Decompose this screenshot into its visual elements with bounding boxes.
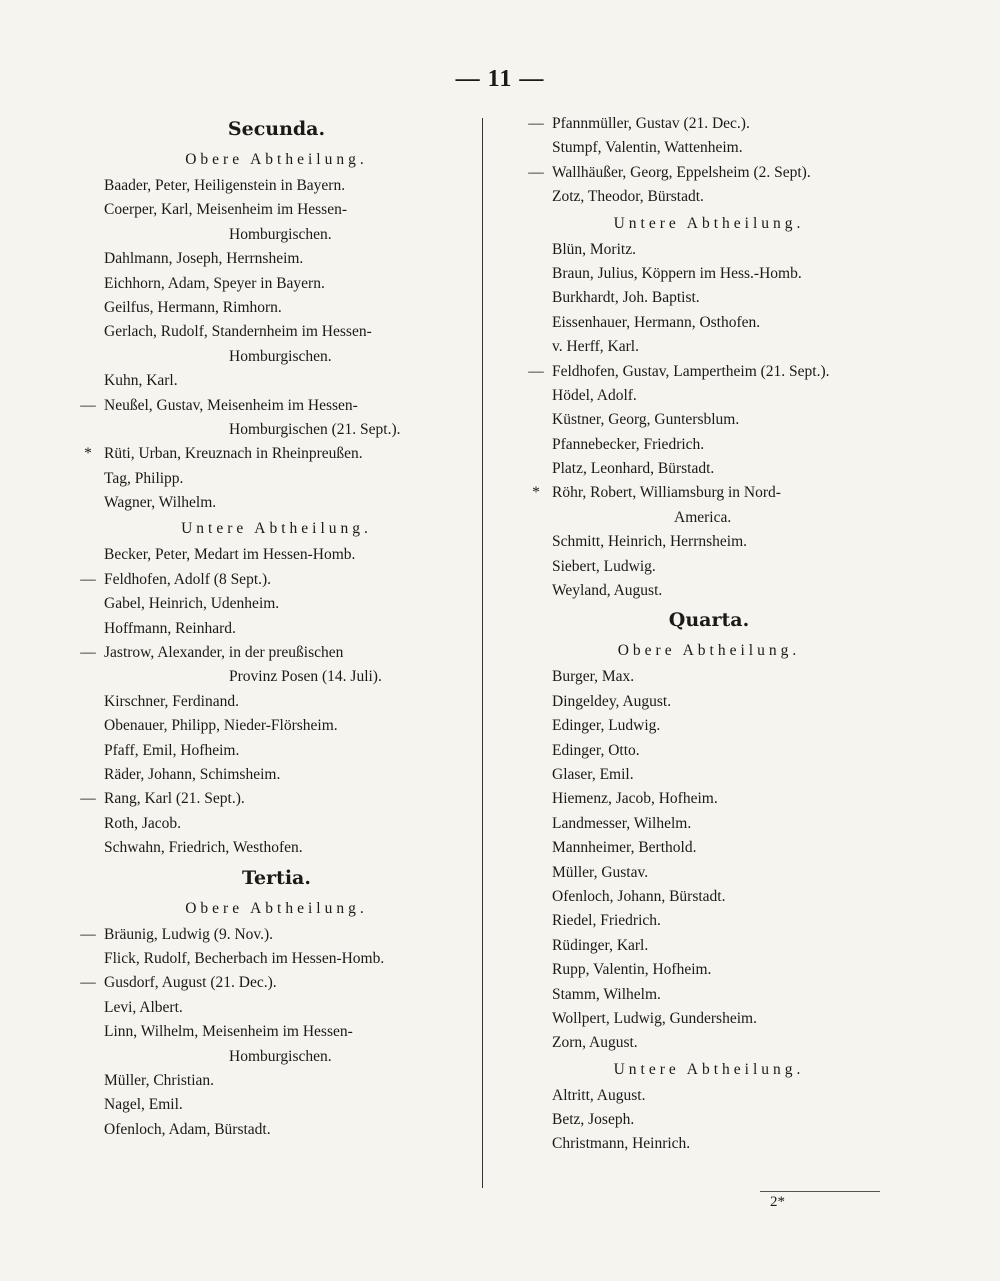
list-item-text: Levi, Albert. xyxy=(104,998,183,1016)
list-item-text: Siebert, Ludwig. xyxy=(552,557,656,575)
asterisk-marker: * xyxy=(84,445,92,463)
list-item xyxy=(524,739,894,763)
list-item-text: Pfannmüller, Gustav (21. Dec.). xyxy=(552,115,750,132)
dash-marker: — xyxy=(80,790,96,808)
list-secunda-obere xyxy=(80,174,449,515)
signature-mark: 2* xyxy=(770,1194,785,1210)
list-item-continuation: Provinz Posen (14. Juli). xyxy=(229,668,382,686)
list-item xyxy=(524,384,894,408)
list-item-text: Wallhäußer, Georg, Eppelsheim (2. Sept). xyxy=(552,163,811,181)
list-item xyxy=(104,296,449,320)
list-item xyxy=(524,555,894,579)
list-item-text: Jastrow, Alexander, in der preußischen xyxy=(104,644,344,662)
subheading-quarta-untere: Untere Abtheilung. xyxy=(613,1060,805,1078)
list-secunda-untere xyxy=(80,543,449,860)
list-item-text: Zorn, August. xyxy=(552,1034,638,1052)
list-item xyxy=(84,442,449,466)
page-number: — 11 — xyxy=(455,66,545,92)
list-item xyxy=(524,934,894,958)
list-item-text: Dahlmann, Joseph, Herrnsheim. xyxy=(104,250,304,268)
list-item-text: Betz, Joseph. xyxy=(552,1111,635,1129)
list-item xyxy=(524,1108,894,1132)
list-item-text: Feldhofen, Gustav, Lampertheim (21. Sept.). xyxy=(552,362,830,380)
list-item-text: Eissenhauer, Hermann, Osthofen. xyxy=(552,313,761,331)
list-item xyxy=(524,1031,894,1055)
list-item xyxy=(104,996,449,1020)
list-item xyxy=(104,1093,449,1117)
list-item-text: Stumpf, Valentin, Wattenheim. xyxy=(552,139,743,157)
list-item xyxy=(104,690,449,714)
list-item-text: Rüdinger, Karl. xyxy=(552,936,649,954)
list-item-text: Gerlach, Rudolf, Standernheim im Hessen- xyxy=(104,323,372,341)
list-item xyxy=(104,617,449,641)
list-item-text: Ofenloch, Adam, Bürstadt. xyxy=(104,1120,271,1138)
list-tertia-untere xyxy=(524,238,894,604)
left-column xyxy=(80,112,449,1142)
list-item xyxy=(80,641,449,665)
list-item xyxy=(80,923,449,947)
list-item-text: Küstner, Georg, Guntersblum. xyxy=(552,411,740,429)
list-item-text: Ofenloch, Johann, Bürstadt. xyxy=(552,887,726,905)
list-item xyxy=(524,1084,894,1108)
list-item-text: Edinger, Otto. xyxy=(552,741,640,759)
dash-marker: — xyxy=(528,362,544,380)
list-item-text: Geilfus, Hermann, Rimhorn. xyxy=(104,298,282,316)
list-item xyxy=(104,739,449,763)
list-item xyxy=(104,174,449,198)
dash-marker: — xyxy=(80,396,96,414)
list-item-text: Hödel, Adolf. xyxy=(552,386,637,404)
list-item xyxy=(524,812,894,836)
list-item-continuation: Homburgischen. xyxy=(229,225,332,243)
list-item xyxy=(524,787,894,811)
list-item-text: Schwahn, Friedrich, Westhofen. xyxy=(104,839,303,857)
list-item-continuation: Homburgischen (21. Sept.). xyxy=(229,420,401,438)
list-item-text: Pfannebecker, Friedrich. xyxy=(552,435,705,453)
list-item xyxy=(524,983,894,1007)
list-item xyxy=(80,971,449,995)
list-item-text: Becker, Peter, Medart im Hessen-Homb. xyxy=(104,546,356,564)
list-item xyxy=(104,763,449,787)
list-item-text: Weyland, August. xyxy=(552,582,663,600)
list-item-text: Obenauer, Philipp, Nieder-Flörsheim. xyxy=(104,717,338,735)
dash-marker: — xyxy=(80,644,96,662)
list-item xyxy=(104,247,449,271)
list-item xyxy=(524,286,894,310)
list-item xyxy=(104,812,449,836)
list-item xyxy=(524,360,894,384)
list-item-text: Nagel, Emil. xyxy=(104,1096,183,1114)
list-item-text: Roth, Jacob. xyxy=(104,814,182,832)
list-item-text: v. Herff, Karl. xyxy=(552,338,639,356)
list-item-text: Blün, Moritz. xyxy=(552,240,636,258)
list-item xyxy=(80,394,449,418)
list-item xyxy=(104,714,449,738)
list-item xyxy=(80,787,449,811)
list-item xyxy=(104,1118,449,1142)
list-item xyxy=(524,112,894,136)
list-item xyxy=(524,763,894,787)
list-item-text: Burkhardt, Joh. Baptist. xyxy=(552,289,700,307)
list-item xyxy=(104,836,449,860)
list-item-text: Röhr, Robert, Williamsburg in Nord- xyxy=(552,484,781,502)
section-heading-tertia: Tertia. xyxy=(242,866,311,889)
list-item xyxy=(524,161,894,185)
dash-marker: — xyxy=(528,115,544,132)
list-item-text: Stamm, Wilhelm. xyxy=(552,985,661,1003)
list-item xyxy=(524,238,894,262)
list-item xyxy=(524,335,894,359)
list-item-text: Kuhn, Karl. xyxy=(104,372,178,390)
list-item xyxy=(524,690,894,714)
list-item-text: Müller, Christian. xyxy=(104,1071,215,1089)
list-item xyxy=(524,457,894,481)
dash-marker: — xyxy=(528,163,544,181)
list-item-text: Altritt, August. xyxy=(552,1086,646,1104)
list-item xyxy=(524,185,894,209)
list-item xyxy=(524,530,894,554)
dash-marker: — xyxy=(80,925,96,943)
section-heading-secunda: Secunda. xyxy=(227,118,326,140)
list-item xyxy=(104,947,449,971)
list-item xyxy=(524,909,894,933)
list-item-text: Dingeldey, August. xyxy=(552,692,672,710)
list-item xyxy=(524,262,894,286)
list-item-text: Hiemenz, Jacob, Hofheim. xyxy=(552,790,718,808)
list-item xyxy=(104,320,449,344)
list-quarta-untere xyxy=(524,1084,894,1157)
list-item-continuation: Homburgischen. xyxy=(229,1047,332,1065)
list-item xyxy=(524,408,894,432)
list-item xyxy=(104,592,449,616)
subheading-secunda-untere: Untere Abtheilung. xyxy=(181,520,372,538)
list-item-text: Räder, Johann, Schimsheim. xyxy=(104,765,281,783)
list-item-text: Eichhorn, Adam, Speyer in Bayern. xyxy=(104,274,325,292)
list-item-text: Rang, Karl (21. Sept.). xyxy=(104,790,245,808)
list-item xyxy=(80,568,449,592)
list-item-text: Wagner, Wilhelm. xyxy=(104,494,217,512)
section-heading-quarta: Quarta. xyxy=(668,609,750,632)
list-item-text: Platz, Leonhard, Bürstadt. xyxy=(552,460,715,478)
list-item-text: Riedel, Friedrich. xyxy=(552,912,661,930)
list-item-text: Bräunig, Ludwig (9. Nov.). xyxy=(104,925,274,943)
list-item-text: Braun, Julius, Köppern im Hess.-Homb. xyxy=(552,264,802,282)
list-item xyxy=(104,272,449,296)
list-item-continuation: America. xyxy=(674,508,732,526)
list-item xyxy=(524,433,894,457)
list-item xyxy=(104,1069,449,1093)
list-item-text: Glaser, Emil. xyxy=(552,765,634,783)
list-item-text: Coerper, Karl, Meisenheim im Hessen- xyxy=(104,201,348,219)
list-item-text: Wollpert, Ludwig, Gundersheim. xyxy=(552,1009,757,1027)
list-item xyxy=(104,1020,449,1044)
list-item xyxy=(524,579,894,603)
list-item-text: Tag, Philipp. xyxy=(104,469,184,487)
list-item xyxy=(524,481,894,505)
list-item-text: Landmesser, Wilhelm. xyxy=(552,814,692,832)
list-item-text: Linn, Wilhelm, Meisenheim im Hessen- xyxy=(104,1023,353,1041)
dash-marker: — xyxy=(80,570,96,588)
subheading-tertia-obere: Obere Abtheilung. xyxy=(185,899,368,917)
list-item-text: Christmann, Heinrich. xyxy=(552,1135,691,1153)
list-item-text: Rüti, Urban, Kreuznach in Rheinpreußen. xyxy=(104,445,363,463)
list-item-text: Müller, Gustav. xyxy=(552,863,649,881)
list-item xyxy=(524,885,894,909)
list-item-text: Gabel, Heinrich, Udenheim. xyxy=(104,595,280,613)
list-tertia-obere xyxy=(80,923,449,1143)
list-item-text: Hoffmann, Reinhard. xyxy=(104,619,236,637)
right-column xyxy=(524,112,894,1157)
list-item-text: Baader, Peter, Heiligenstein in Bayern. xyxy=(104,177,346,194)
list-item-text: Burger, Max. xyxy=(552,668,635,686)
subheading-tertia-untere: Untere Abtheilung. xyxy=(613,214,805,232)
list-item-continuation: Homburgischen. xyxy=(229,347,332,365)
list-item-text: Pfaff, Emil, Hofheim. xyxy=(104,741,240,759)
list-item xyxy=(524,136,894,160)
list-item-text: Schmitt, Heinrich, Herrnsheim. xyxy=(552,533,747,551)
list-item xyxy=(104,491,449,515)
subheading-quarta-obere: Obere Abtheilung. xyxy=(617,642,801,660)
list-item-text: Edinger, Ludwig. xyxy=(552,717,661,735)
list-item-text: Zotz, Theodor, Bürstadt. xyxy=(552,188,704,206)
list-item-text: Flick, Rudolf, Becherbach im Hessen-Homb. xyxy=(104,949,385,967)
list-item xyxy=(104,198,449,222)
list-item xyxy=(524,1132,894,1156)
list-item xyxy=(524,665,894,689)
list-item xyxy=(524,836,894,860)
list-item xyxy=(104,543,449,567)
list-tertia-obere-continued xyxy=(524,112,894,210)
list-item xyxy=(524,1007,894,1031)
list-item xyxy=(104,369,449,393)
list-item xyxy=(524,861,894,885)
list-item-text: Rupp, Valentin, Hofheim. xyxy=(552,961,712,979)
column-divider xyxy=(482,118,483,1188)
asterisk-marker: * xyxy=(532,484,540,502)
list-item-text: Mannheimer, Berthold. xyxy=(552,839,697,857)
list-item-text: Feldhofen, Adolf (8 Sept.). xyxy=(104,570,272,588)
dash-marker: — xyxy=(80,974,96,992)
list-item-text: Gusdorf, August (21. Dec.). xyxy=(104,974,277,992)
list-item xyxy=(524,958,894,982)
list-item-text: Neußel, Gustav, Meisenheim im Hessen- xyxy=(104,396,358,414)
list-quarta-obere xyxy=(524,665,894,1055)
list-item xyxy=(524,311,894,335)
list-item-text: Kirschner, Ferdinand. xyxy=(104,692,239,710)
subheading-secunda-obere: Obere Abtheilung. xyxy=(185,151,368,168)
list-item xyxy=(524,714,894,738)
footnote-rule xyxy=(760,1191,880,1192)
list-item xyxy=(104,467,449,491)
